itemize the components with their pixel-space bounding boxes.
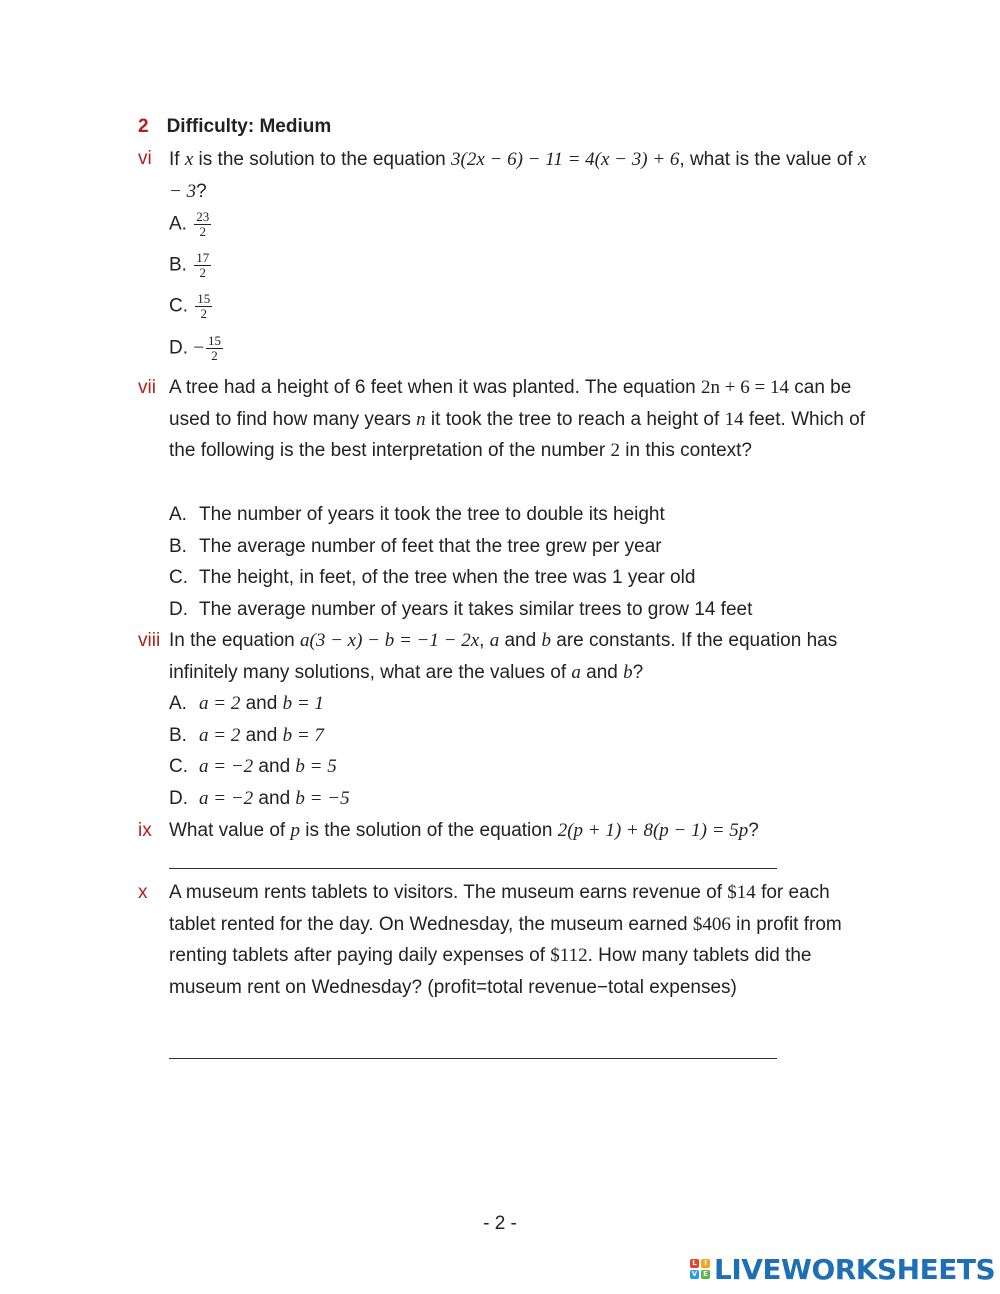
option-viii-c[interactable]: C. a = −2 and b = 5 [169,756,337,777]
question-number-vi: vi [138,148,152,169]
question-text-viii: In the equation a(3 − x) − b = −1 − 2x, a and b are constants. If the equation has infinitely many solutions, what are the values of a and b? [169,630,838,683]
question-text-vii: A tree had a height of 6 feet when it was planted. The equation 2n + 6 = 14 can be used to find how many years n it took the tree to reach a height of 14 feet. Which of the following is the best interpretation of the number 2 in this context? [169,377,866,461]
option-vii-b[interactable]: B. The average number of feet that the tree grew per year [169,536,662,557]
question-number-viii: viii [138,630,161,651]
page-number: - 2 - [483,1213,517,1234]
section-header [138,116,331,138]
logo-mark-icon: L I V E [690,1259,710,1279]
option-viii-b[interactable]: B. a = 2 and b = 7 [169,725,324,746]
logo-text: LIVEWORKSHEETS [714,1252,996,1286]
question-text-x: A museum rents tablets to visitors. The museum earns revenue of $14 for each tablet rented for the day. On Wednesday, the museum earned $406 in profit from renting tablets after paying daily expenses of $112. How many tablets did the museum rent on Wednesday? (profit=total revenue−total expenses) [169,882,842,998]
section-title: Difficulty: Medium [166,116,332,137]
answer-line-ix[interactable] [169,868,777,869]
liveworksheets-logo [690,1254,995,1284]
option-vii-c[interactable]: C. The height, in feet, of the tree when the tree was 1 year old [169,567,696,588]
option-vi-c[interactable]: C. $\frac{15}{2}$ [169,291,211,321]
question-number-ix: ix [138,820,152,841]
section-number: 2 [138,116,149,137]
question-text-ix: What value of p is the solution of the equation 2(p + 1) + 8(p − 1) = 5p? [169,820,759,841]
option-vi-b[interactable]: B. $\frac{17}{2}$ [169,250,210,280]
fraction: $\frac{15}{2}$ [208,333,221,363]
option-vi-a[interactable]: A. $\frac{23}{2}$ [169,209,210,239]
fraction: $\frac{23}{2}$ [196,209,210,239]
option-vii-d[interactable]: D. The average number of years it takes similar trees to grow 14 feet [169,599,753,620]
answer-line-x[interactable] [169,1058,777,1059]
fraction: $\frac{15}{2}$ [197,291,211,321]
option-vii-a[interactable]: A. The number of years it took the tree to double its height [169,504,665,525]
option-viii-a[interactable]: A. a = 2 and b = 1 [169,693,324,714]
question-text-vi: If x is the solution to the equation 3(2x − 6) − 11 = 4(x − 3) + 6, what is the value of x − 3? [169,149,867,202]
option-viii-d[interactable]: D. a = −2 and b = −5 [169,788,350,809]
question-number-x: x [138,882,148,903]
question-number-vii: vii [138,377,156,398]
fraction: $\frac{17}{2}$ [196,250,210,280]
option-vi-d[interactable]: D. − $\frac{15}{2}$ [169,333,221,363]
